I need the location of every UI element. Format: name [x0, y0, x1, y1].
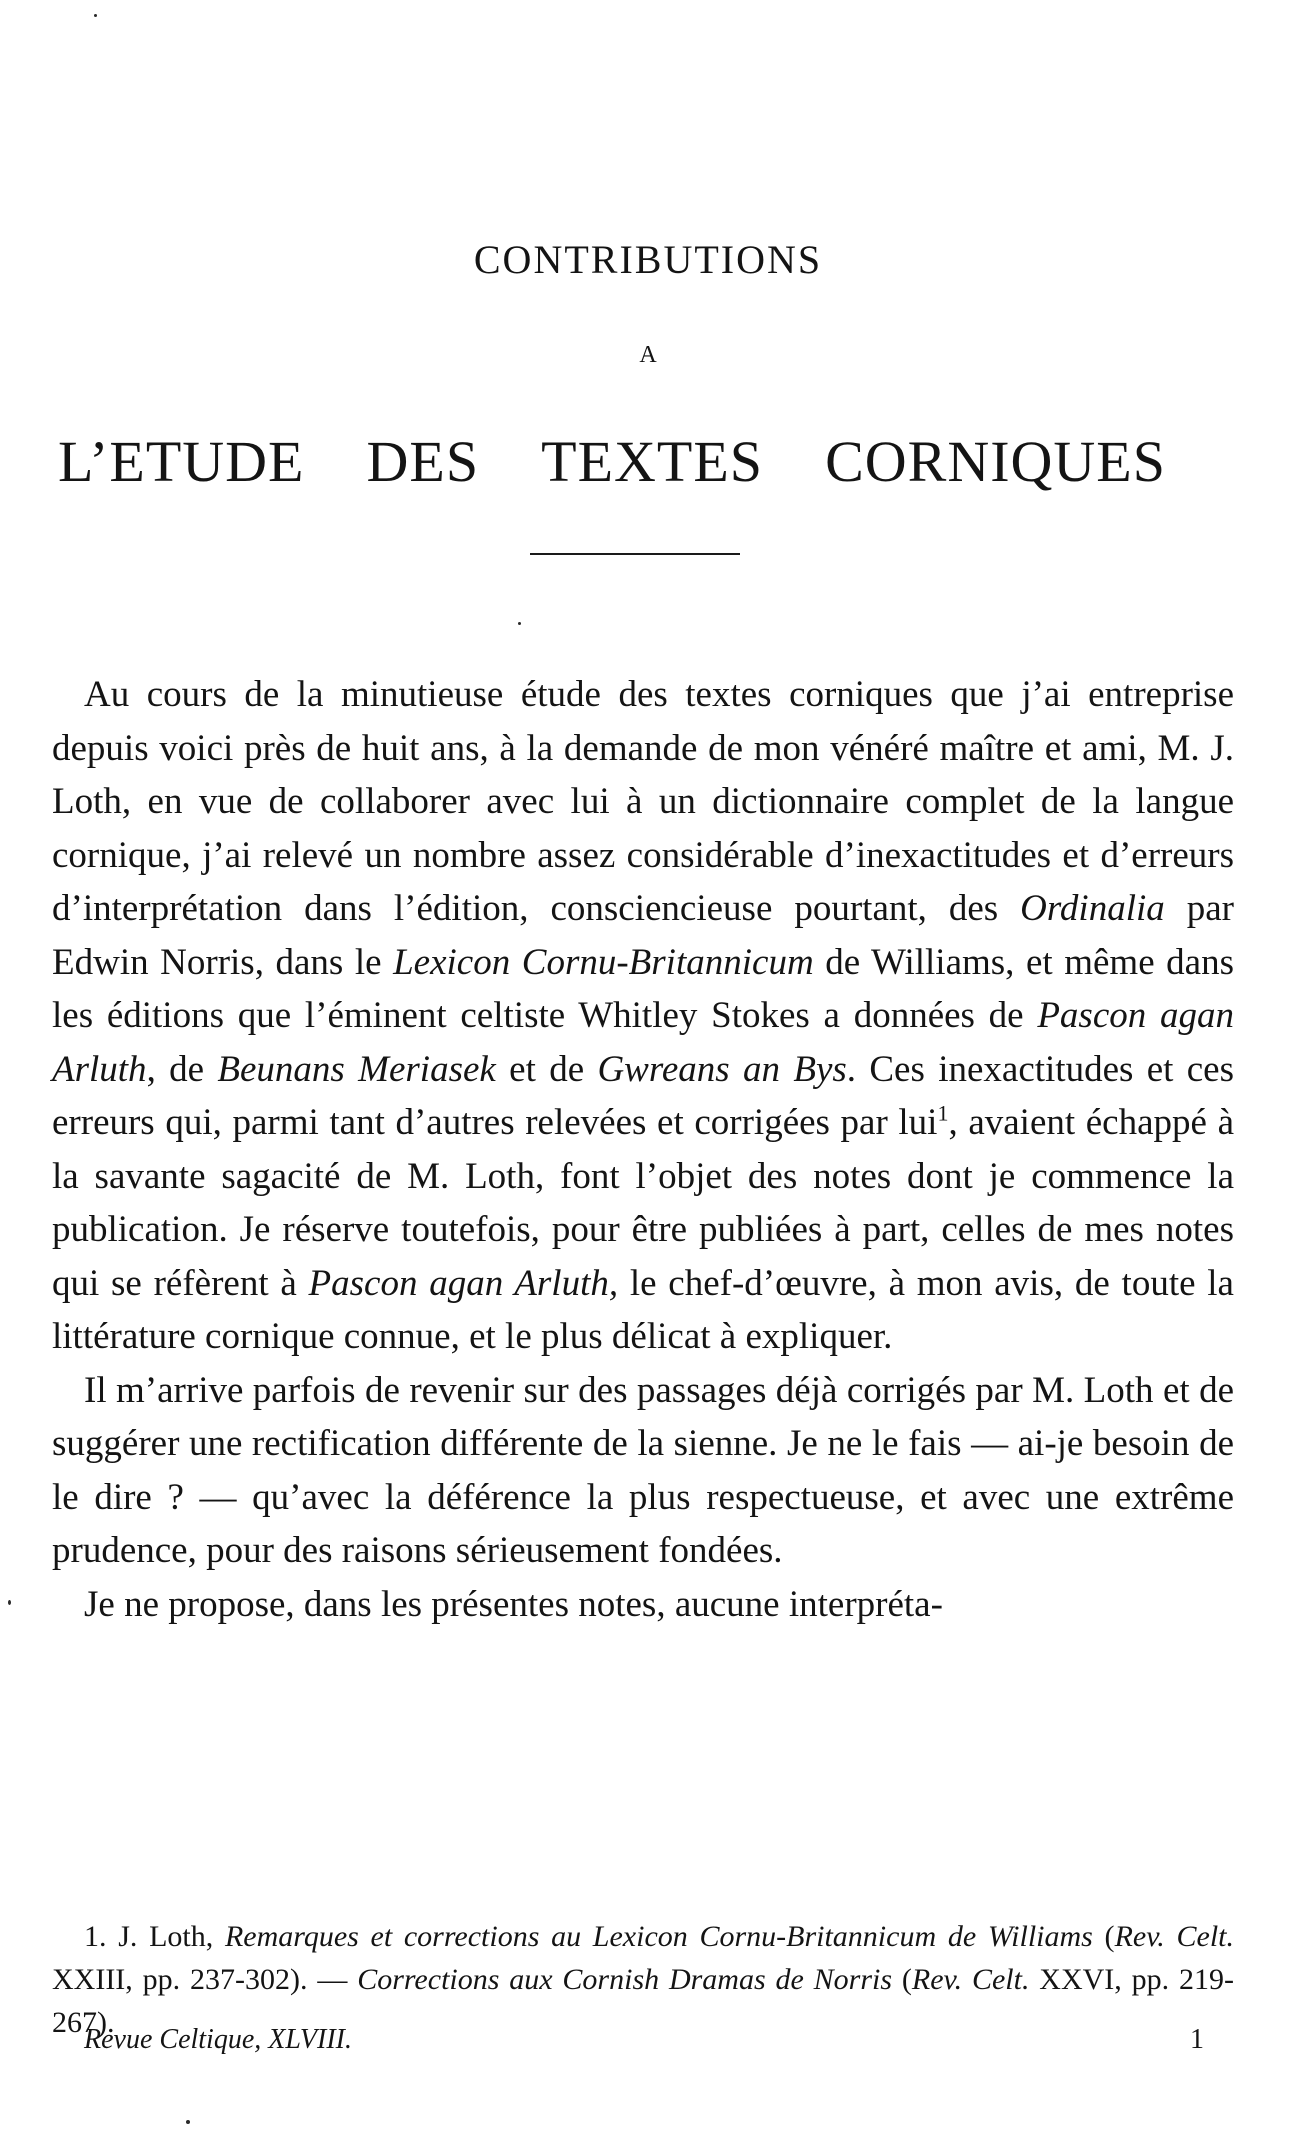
- title-line-contributions: CONTRIBUTIONS: [473, 237, 823, 282]
- body-text: [52, 668, 1234, 1631]
- text-run: XXIII, pp. 237-302). —: [52, 1963, 358, 1996]
- title-word: TEXTES: [541, 429, 764, 494]
- text-run: . Ces inexactitudes et ces erreurs qui, parmi tant d’autres relevées et corrigées par lui: [52, 1048, 1235, 1143]
- paragraph-1: [52, 668, 1234, 1364]
- title-main: [58, 428, 1166, 495]
- italic-title: Lexicon Cornu-Britannicum: [393, 941, 814, 983]
- paper-speck: [186, 2120, 190, 2124]
- paper-speck: [518, 622, 521, 625]
- text-run: le chef-d’œuvre, à mon avis, de toute la littérature cornique connue, et le plus délicat à expliquer.: [52, 1262, 1234, 1357]
- italic-title: Rev. Celt.: [911, 1963, 1030, 1996]
- paper-speck: [94, 14, 97, 17]
- italic-title: Pascon agan Arluth: [52, 995, 1234, 1090]
- italic-title: Rev. Celt.: [1114, 1920, 1234, 1953]
- text-run: et de: [495, 1048, 598, 1090]
- text-run: , avaient échappé à la savante sagacité de M. Loth, font l’objet des notes dont je commence la publication. Je réserve toutefois, pour être publiées à part, celles de mes notes qui se réfèrent à: [52, 1102, 1234, 1304]
- title-word: DES: [366, 429, 480, 494]
- italic-title: Gwreans an Bys: [597, 1048, 847, 1090]
- text-run: XXVI, pp. 219-267).: [52, 1963, 1234, 2039]
- italic-title: Pascon agan Arluth,: [308, 1262, 619, 1304]
- text-run: (: [892, 1963, 912, 1996]
- italic-title: Remarques et corrections au Lexicon Cornu-Britannicum de Williams: [224, 1920, 1093, 1953]
- italic-title: Ordinalia: [1020, 888, 1165, 929]
- footnote-reference[interactable]: 1: [937, 1100, 949, 1126]
- page-number: 1: [1190, 2024, 1204, 2055]
- title-word: L’ETUDE: [58, 429, 305, 494]
- text-run: , de: [146, 1048, 218, 1090]
- title-rule: [530, 553, 740, 555]
- italic-title: Corrections aux Cornish Dramas de Norris: [357, 1963, 893, 1996]
- text-run: (: [1092, 1920, 1115, 1953]
- paragraph-3: Je ne propose, dans les présentes notes, aucune interpréta-: [84, 1583, 943, 1625]
- text-run: Au cours de la minutieuse étude des textes corniques que j’ai entreprise depuis voici près de huit ans, à la demande de mon vénéré maître et ami, M. J. Loth, en vue de collaborer avec lui à un dictionnaire complet de la langue cornique, j’ai relevé un nombre assez considérable d’inexactitudes et d’erreurs d’interprétation dans l’édition, consciencieuse pourtant, des: [52, 674, 1234, 929]
- text-run: de Williams, et même dans les éditions que l’éminent celtiste Whitley Stokes a données de: [52, 941, 1234, 1036]
- text-run: J. Loth,: [106, 1920, 225, 1953]
- paragraph-2: Il m’arrive parfois de revenir sur des passages déjà corrigés par M. Loth et de suggérer une rectification différente de la sienne. Je ne le fais — ai-je besoin de le dire ? — qu’avec la déférence la plus respectueuse, et avec une extrême prudence, pour des raisons sérieusement fondées.: [52, 1369, 1234, 1571]
- footnote-number: 1.: [84, 1920, 107, 1953]
- journal-signature: Revue Celtique, XLVIII.: [84, 2024, 352, 2055]
- text-run: par Edwin Norris, dans le: [52, 888, 1234, 983]
- running-footer: [84, 2024, 1204, 2056]
- title-line-a: A: [639, 342, 657, 368]
- title-word: CORNIQUES: [825, 429, 1166, 494]
- italic-title: Beunans Meriasek: [217, 1048, 496, 1090]
- paper-speck: [8, 1600, 11, 1605]
